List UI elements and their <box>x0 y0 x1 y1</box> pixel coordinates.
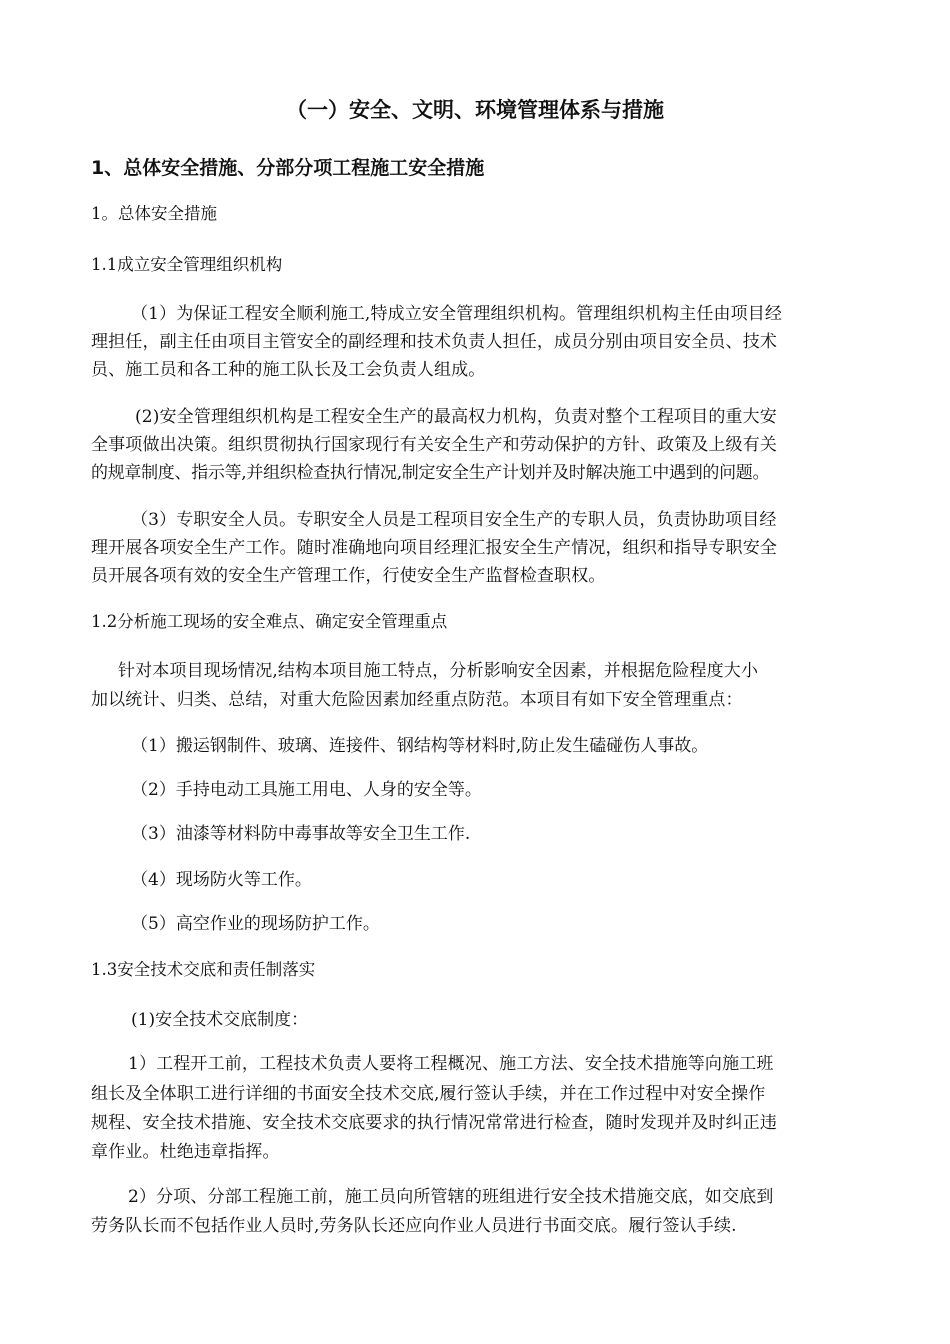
paragraph-1-2-intro-line-1: 针对本项目现场情况,结构本项目施工特点，分析影响安全因素，并根据危险程度大小 <box>118 661 759 681</box>
paragraph-1-1-1-line-2: 理担任，副主任由项目主管安全的副经理和技术负责人担任，成员分别由项目安全员、技术 <box>91 332 777 352</box>
list-item: （5）高空作业的现场防护工作。 <box>131 914 380 934</box>
paragraph-1-1-3-line-3: 员开展各项有效的安全生产管理工作，行使安全生产监督检查职权。 <box>91 566 606 586</box>
paragraph-1-1-2-line-2: 全事项做出决策。组织贯彻执行国家现行有关安全生产和劳动保护的方针、政策及上级有关 <box>91 435 777 455</box>
heading-1-3: 1.3安全技术交底和责任制落实 <box>91 960 316 979</box>
paragraph-1-1-1-line-3: 员、施工员和各工种的施工队长及工会负责人组成。 <box>91 360 486 380</box>
paragraph-1-1-3-line-2: 理开展各项安全生产工作。随时准确地向项目经理汇报安全生产情况，组织和指导专职安全 <box>91 538 777 558</box>
list-item: （3）油漆等材料防中毒事故等安全卫生工作. <box>131 824 471 844</box>
list-item: （2）手持电动工具施工用电、人身的安全等。 <box>131 780 482 800</box>
list-item: （1）搬运钢制件、玻璃、连接件、钢结构等材料时,防止发生磕碰伤人事故。 <box>131 736 709 756</box>
subsection-heading: 1。总体安全措施 <box>91 204 217 223</box>
paragraph-1-1-2-line-3: 的规章制度、指示等,并组织检查执行情况,制定安全生产计划并及时解决施工中遇到的问题。 <box>91 463 770 483</box>
heading-1-2: 1.2分析施工现场的安全难点、确定安全管理重点 <box>91 612 448 631</box>
paragraph-1-1-3-line-1: （3）专职安全人员。专职安全人员是工程项目安全生产的专职人员，负责协助项目经 <box>131 510 777 530</box>
subheading-1-3-1: (1)安全技术交底制度： <box>131 1010 309 1030</box>
paragraph-1-3-1-line-2: 组长及全体职工进行详细的书面安全技术交底,履行签认手续，并在工作过程中对安全操作 <box>91 1084 766 1104</box>
paragraph-1-3-2-line-1: 2）分项、分部工程施工前，施工员向所管辖的班组进行安全技术措施交底，如交底到 <box>128 1187 774 1207</box>
paragraph-1-3-2-line-2: 劳务队长而不包括作业人员时,劳务队长还应向作业人员进行书面交底。履行签认手续. <box>91 1216 737 1236</box>
paragraph-1-3-1-line-3: 规程、安全技术措施、安全技术交底要求的执行情况常常进行检查，随时发现并及时纠正违 <box>91 1113 777 1133</box>
heading-1-1: 1.1成立安全管理组织机构 <box>91 255 283 274</box>
section-heading: 1、总体安全措施、分部分项工程施工安全措施 <box>91 157 485 179</box>
paragraph-1-1-1-line-1: （1）为保证工程安全顺利施工,特成立安全管理组织机构。管理组织机构主任由项目经 <box>131 304 783 324</box>
paragraph-1-2-intro-line-2: 加以统计、归类、总结，对重大危险因素加经重点防范。本项目有如下安全管理重点： <box>91 690 743 710</box>
list-item: （4）现场防火等工作。 <box>131 870 312 890</box>
document-title: （一）安全、文明、环境管理体系与措施 <box>286 98 664 122</box>
paragraph-1-3-1-line-4: 章作业。杜绝违章指挥。 <box>91 1142 280 1162</box>
paragraph-1-1-2-line-1: (2)安全管理组织机构是工程安全生产的最高权力机构，负责对整个工程项目的重大安 <box>135 407 777 427</box>
paragraph-1-3-1-line-1: 1）工程开工前，工程技术负责人要将工程概况、施工方法、安全技术措施等向施工班 <box>128 1054 774 1074</box>
